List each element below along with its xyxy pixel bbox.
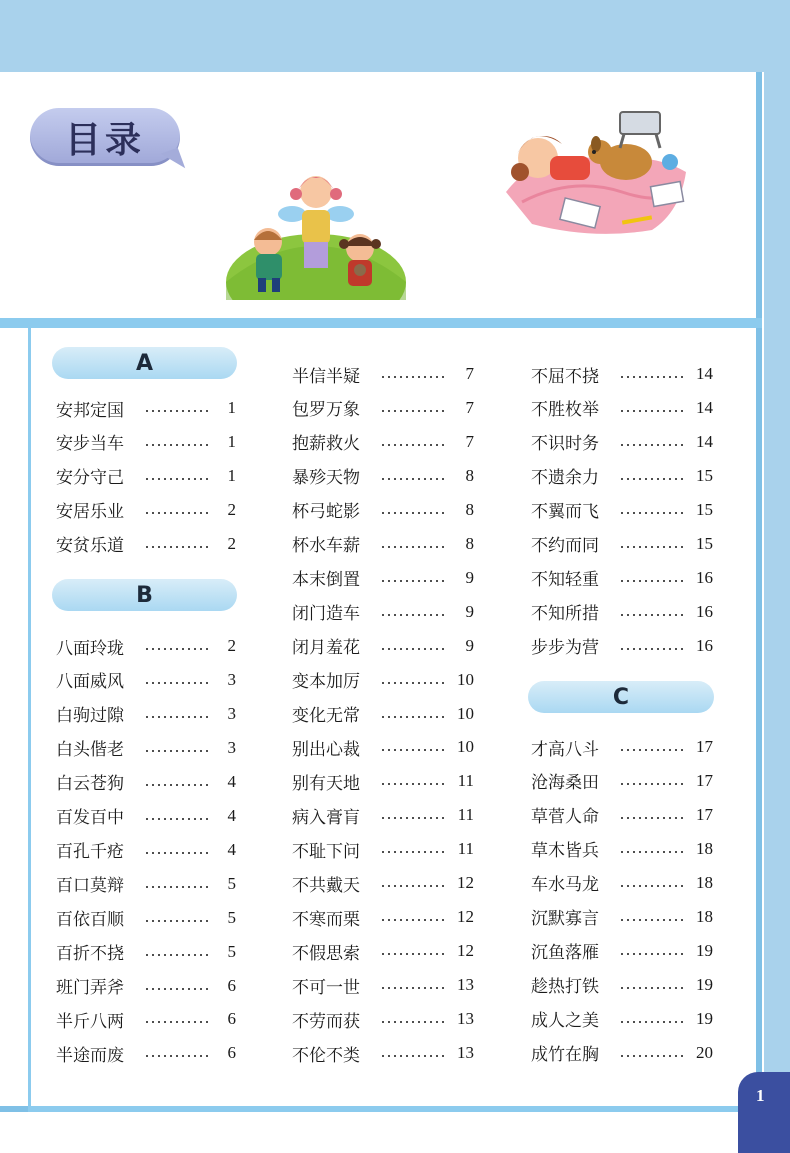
toc-entry[interactable] xyxy=(292,464,474,488)
dot-leader xyxy=(144,886,208,888)
entry-name: 变本加厉 xyxy=(292,672,360,693)
entry-page: 20 xyxy=(696,1042,713,1062)
entry-name: 沉鱼落雁 xyxy=(531,943,599,964)
dot-leader xyxy=(144,784,208,786)
entry-name: 百依百顺 xyxy=(56,910,124,931)
entry-name: 不共戴天 xyxy=(292,875,360,896)
entry-name: 别出心裁 xyxy=(292,739,360,760)
toc-entry[interactable] xyxy=(292,600,474,624)
toc-entry[interactable] xyxy=(531,634,713,658)
dot-leader xyxy=(144,1055,208,1057)
entry-page: 6 xyxy=(227,1043,236,1063)
toc-entry[interactable] xyxy=(531,939,713,963)
entry-page: 19 xyxy=(696,1008,713,1028)
section-letter: C xyxy=(612,684,630,710)
entry-name: 抱薪救火 xyxy=(292,434,360,455)
entry-name: 草木皆兵 xyxy=(531,841,599,862)
entry-page: 10 xyxy=(457,703,474,723)
dot-leader xyxy=(619,919,685,921)
entry-name: 安居乐业 xyxy=(56,502,124,523)
entry-page: 12 xyxy=(457,907,474,927)
entry-page: 4 xyxy=(227,805,236,825)
section-letter: B xyxy=(136,582,153,608)
entry-name: 不识时务 xyxy=(531,434,599,455)
entry-page: 11 xyxy=(457,839,474,859)
dot-leader xyxy=(619,851,685,853)
dot-leader xyxy=(144,716,208,718)
entry-page: 19 xyxy=(696,974,713,994)
dot-leader xyxy=(144,988,208,990)
entry-name: 成人之美 xyxy=(531,1011,599,1032)
entry-name: 白云苍狗 xyxy=(56,774,124,795)
toc-entry[interactable] xyxy=(531,905,713,929)
entry-page: 19 xyxy=(696,940,713,960)
entry-name: 本末倒置 xyxy=(292,570,360,591)
toc-entry[interactable] xyxy=(531,464,713,488)
entry-name: 半斤八两 xyxy=(56,1011,124,1032)
toc-entry[interactable] xyxy=(292,668,474,692)
entry-name: 步步为营 xyxy=(531,638,599,659)
entry-name: 杯水车薪 xyxy=(292,536,360,557)
entry-page: 15 xyxy=(696,499,713,519)
dot-leader xyxy=(619,410,685,412)
entry-page: 9 xyxy=(465,567,474,587)
dot-leader xyxy=(144,920,208,922)
toc-entry[interactable] xyxy=(56,430,236,454)
entry-page: 13 xyxy=(457,975,474,995)
entry-page: 10 xyxy=(457,669,474,689)
dot-leader xyxy=(144,410,208,412)
entry-name: 闭月羞花 xyxy=(292,638,360,659)
toc-entry[interactable] xyxy=(531,532,713,556)
entry-name: 半途而废 xyxy=(56,1045,124,1066)
dot-leader xyxy=(380,817,446,819)
entry-page: 16 xyxy=(696,601,713,621)
toc-entry[interactable] xyxy=(56,1007,236,1031)
section-header-a xyxy=(52,347,237,379)
entry-name: 安分守己 xyxy=(56,468,124,489)
dot-leader xyxy=(619,444,685,446)
toc-entry[interactable] xyxy=(292,532,474,556)
entry-page: 5 xyxy=(227,873,236,893)
entry-page: 7 xyxy=(465,431,474,451)
entry-page: 11 xyxy=(457,805,474,825)
entry-page: 6 xyxy=(227,975,236,995)
dot-leader xyxy=(380,749,446,751)
entry-name: 暴殄天物 xyxy=(292,468,360,489)
entry-name: 不寒而栗 xyxy=(292,909,360,930)
entry-page: 1 xyxy=(227,398,236,417)
dot-leader xyxy=(619,648,685,650)
entry-page: 2 xyxy=(227,533,236,553)
entry-name: 不可一世 xyxy=(292,977,360,998)
toc-entry[interactable] xyxy=(56,838,236,862)
toc-entry[interactable] xyxy=(56,940,236,964)
entry-name: 草菅人命 xyxy=(531,807,599,828)
entry-name: 安步当车 xyxy=(56,434,124,455)
toc-entry[interactable] xyxy=(531,600,713,624)
toc-entry[interactable] xyxy=(292,566,474,590)
dot-leader xyxy=(380,444,446,446)
entry-page: 10 xyxy=(457,737,474,757)
section-header-c xyxy=(528,681,714,713)
toc-entry[interactable] xyxy=(531,973,713,997)
entry-page: 5 xyxy=(227,941,236,961)
entry-page: 14 xyxy=(696,397,713,417)
dot-leader xyxy=(144,818,208,820)
entry-page: 8 xyxy=(465,533,474,553)
entry-page: 15 xyxy=(696,533,713,553)
entry-page: 17 xyxy=(696,804,713,824)
toc-entry[interactable] xyxy=(531,396,713,420)
dot-leader xyxy=(619,953,685,955)
dot-leader xyxy=(619,614,685,616)
section-letter: A xyxy=(135,350,154,376)
toc-entry[interactable] xyxy=(56,532,236,556)
entry-page: 3 xyxy=(227,669,236,689)
entry-page: 17 xyxy=(696,770,713,790)
dot-leader xyxy=(619,580,685,582)
toc-entry[interactable] xyxy=(56,1041,236,1065)
toc-entry[interactable] xyxy=(531,498,713,522)
entry-name: 百折不挠 xyxy=(56,944,124,965)
entry-name: 不劳而获 xyxy=(292,1011,360,1032)
entry-page: 1 xyxy=(227,465,236,485)
toc-entry[interactable] xyxy=(531,430,713,454)
toc-entry[interactable] xyxy=(292,702,474,726)
toc-entry[interactable] xyxy=(292,1041,474,1065)
dot-leader xyxy=(144,546,208,548)
entry-page: 2 xyxy=(227,636,236,655)
toc-entry[interactable] xyxy=(56,702,236,726)
page-tab xyxy=(738,1072,790,1153)
entry-name: 成竹在胸 xyxy=(531,1045,599,1066)
dot-leader xyxy=(619,546,685,548)
entry-name: 八面威风 xyxy=(56,672,124,693)
toc-entry[interactable] xyxy=(292,871,474,895)
dot-leader xyxy=(144,512,208,514)
entry-page: 5 xyxy=(227,907,236,927)
entry-page: 7 xyxy=(465,364,474,383)
entry-page: 13 xyxy=(457,1009,474,1029)
entry-name: 不遗余力 xyxy=(531,468,599,489)
entry-page: 7 xyxy=(465,397,474,417)
dot-leader xyxy=(380,987,446,989)
entry-name: 不伦不类 xyxy=(292,1045,360,1066)
toc-entry[interactable] xyxy=(531,1007,713,1031)
entry-name: 变化无常 xyxy=(292,706,360,726)
entry-page: 11 xyxy=(457,771,474,791)
dot-leader xyxy=(619,1021,685,1023)
toc-entry[interactable] xyxy=(531,1041,713,1065)
dot-leader xyxy=(619,1055,685,1057)
toc-entry[interactable] xyxy=(292,939,474,963)
entry-name: 沧海桑田 xyxy=(531,773,599,794)
toc-entry[interactable] xyxy=(531,769,713,793)
entry-name: 才高八斗 xyxy=(531,739,599,760)
entry-page: 9 xyxy=(465,601,474,621)
entry-page: 15 xyxy=(696,465,713,485)
toc-entry[interactable] xyxy=(292,769,474,793)
entry-name: 杯弓蛇影 xyxy=(292,502,360,523)
toc-entry[interactable] xyxy=(531,871,713,895)
dot-leader xyxy=(619,749,685,751)
entry-name: 白头偕老 xyxy=(56,740,124,761)
entry-page: 17 xyxy=(696,737,713,756)
toc-entry[interactable] xyxy=(56,668,236,692)
dot-leader xyxy=(380,783,446,785)
entry-name: 不耻下问 xyxy=(292,841,360,862)
toc-entry[interactable] xyxy=(56,464,236,488)
toc-entry[interactable] xyxy=(292,430,474,454)
dot-leader xyxy=(380,546,446,548)
toc-entry[interactable] xyxy=(56,634,236,658)
toc-entry[interactable] xyxy=(56,872,236,896)
dot-leader xyxy=(380,376,446,378)
dot-leader xyxy=(380,614,446,616)
toc-entry[interactable] xyxy=(292,905,474,929)
dot-leader xyxy=(619,987,685,989)
reading-girl-illustration xyxy=(502,106,702,240)
dot-leader xyxy=(619,885,685,887)
toc-entry[interactable] xyxy=(292,803,474,827)
entry-page: 4 xyxy=(227,771,236,791)
entry-page: 2 xyxy=(227,499,236,519)
dot-leader xyxy=(619,817,685,819)
entry-name: 安邦定国 xyxy=(56,400,124,421)
entry-name: 百发百中 xyxy=(56,808,124,829)
dot-leader xyxy=(380,682,446,684)
entry-page: 8 xyxy=(465,499,474,519)
toc-entry[interactable] xyxy=(531,735,713,759)
section-header-b xyxy=(52,579,237,611)
dot-leader xyxy=(619,478,685,480)
entry-page: 3 xyxy=(227,703,236,723)
toc-entry[interactable] xyxy=(292,396,474,420)
entry-name: 不翼而飞 xyxy=(531,502,599,523)
dot-leader xyxy=(380,580,446,582)
dot-leader xyxy=(144,682,208,684)
entry-page: 14 xyxy=(696,364,713,383)
dot-leader xyxy=(144,478,208,480)
toc-entry[interactable] xyxy=(56,396,236,420)
title-bubble xyxy=(30,108,180,166)
entry-name: 半信半疑 xyxy=(292,366,360,387)
dot-leader xyxy=(619,376,685,378)
toc-entry[interactable] xyxy=(56,736,236,760)
entry-page: 4 xyxy=(227,839,236,859)
dot-leader xyxy=(380,919,446,921)
toc-entry[interactable] xyxy=(292,362,474,386)
entry-page: 16 xyxy=(696,567,713,587)
toc-entry[interactable] xyxy=(292,973,474,997)
page-number: 1 xyxy=(756,1086,765,1105)
entry-name: 不知所措 xyxy=(531,604,599,625)
entry-name: 包罗万象 xyxy=(292,400,360,421)
entry-name: 趁热打铁 xyxy=(531,977,599,998)
dot-leader xyxy=(144,852,208,854)
entry-page: 8 xyxy=(465,465,474,485)
dot-leader xyxy=(380,648,446,650)
entry-name: 百口莫辩 xyxy=(56,876,124,897)
entry-page: 9 xyxy=(465,635,474,655)
entry-name: 不屈不挠 xyxy=(531,366,599,387)
entry-name: 别有天地 xyxy=(292,773,360,794)
entry-page: 3 xyxy=(227,737,236,757)
entry-page: 14 xyxy=(696,431,713,451)
dot-leader xyxy=(380,1055,446,1057)
entry-page: 12 xyxy=(457,873,474,893)
dot-leader xyxy=(380,885,446,887)
entry-name: 班门弄斧 xyxy=(56,978,124,998)
entry-page: 18 xyxy=(696,872,713,892)
toc-entry[interactable] xyxy=(56,498,236,522)
toc-entry[interactable] xyxy=(292,735,474,759)
toc-entry[interactable] xyxy=(292,634,474,658)
entry-name: 不胜枚举 xyxy=(531,400,599,421)
top-color-band xyxy=(0,0,790,72)
toc-entry[interactable] xyxy=(531,566,713,590)
entry-page: 6 xyxy=(227,1009,236,1029)
dot-leader xyxy=(380,851,446,853)
entry-name: 不知轻重 xyxy=(531,570,599,591)
dot-leader xyxy=(380,410,446,412)
toc-entry[interactable] xyxy=(292,1007,474,1031)
entry-name: 八面玲珑 xyxy=(56,638,124,659)
dot-leader xyxy=(380,512,446,514)
dot-leader xyxy=(144,1021,208,1023)
dot-leader xyxy=(380,478,446,480)
toc-entry[interactable] xyxy=(531,362,713,386)
entry-name: 百孔千疮 xyxy=(56,842,124,863)
entry-name: 白驹过隙 xyxy=(56,706,124,727)
entry-name: 病入膏肓 xyxy=(292,807,360,828)
entry-name: 闭门造车 xyxy=(292,604,360,625)
dot-leader xyxy=(144,648,208,650)
entry-name: 不约而同 xyxy=(531,536,599,557)
page-title: 目录 xyxy=(64,119,145,161)
dot-leader xyxy=(380,716,446,718)
entry-page: 1 xyxy=(227,431,236,451)
dot-leader xyxy=(380,1021,446,1023)
entry-page: 18 xyxy=(696,838,713,858)
entry-page: 12 xyxy=(457,941,474,961)
dot-leader xyxy=(144,954,208,956)
toc-entry[interactable] xyxy=(56,804,236,828)
toc-entry[interactable] xyxy=(531,837,713,861)
dot-leader xyxy=(619,783,685,785)
toc-entry[interactable] xyxy=(56,906,236,930)
entry-name: 车水马龙 xyxy=(531,875,599,896)
bottom-divider xyxy=(28,1106,762,1112)
toc-entry[interactable] xyxy=(56,770,236,794)
toc-entry[interactable] xyxy=(292,498,474,522)
toc-entry[interactable] xyxy=(531,803,713,827)
dot-leader xyxy=(619,512,685,514)
dot-leader xyxy=(144,444,208,446)
header-divider xyxy=(0,318,762,328)
children-illustration xyxy=(226,170,406,300)
entry-name: 沉默寡言 xyxy=(531,909,599,930)
toc-entry[interactable] xyxy=(56,974,236,998)
dot-leader xyxy=(380,953,446,955)
entry-name: 不假思索 xyxy=(292,943,360,964)
entry-page: 18 xyxy=(696,906,713,926)
entry-name: 安贫乐道 xyxy=(56,536,124,557)
toc-entry[interactable] xyxy=(292,837,474,861)
right-color-band xyxy=(764,72,790,1153)
entry-page: 16 xyxy=(696,635,713,655)
entry-page: 13 xyxy=(457,1043,474,1062)
dot-leader xyxy=(144,750,208,752)
